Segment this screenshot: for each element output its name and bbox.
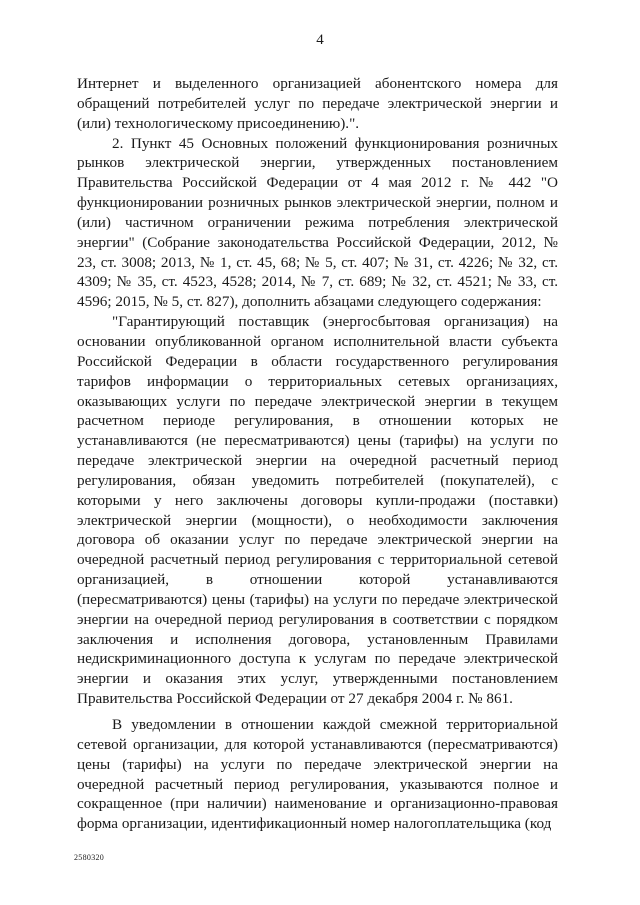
paragraph-continuation: Интернет и выделенного организацией абонентского номера для обращений потребителей услуг по передаче электрической энергии и (или) технологическому присоединению).". — [77, 75, 558, 132]
document-body — [77, 74, 558, 834]
paragraph-item-2: 2. Пункт 45 Основных положений функционирования розничных рынков электрической энергии, утвержденных постановлением Правительства Российской Федерации от 4 мая 2012 г. № 442 "О функционировании розничных рынков электрической энергии, полном и (или) частичном ограничении режима потребления электрической энергии" (Собрание законодательства Российской Федерации, 2012, № 23, ст. 3008; 2013, № 1, ст. 45, 68; № 5, ст. 407; № 31, ст. 4226; № 32, ст. 4309; № 35, ст. 4523, 4528; 2014, № 7, ст. 689; № 32, ст. 4521; № 33, ст. 4596; 2015, № 5, ст. 827), дополнить абзацами следующего содержания: — [77, 134, 558, 311]
page-number: 4 — [316, 32, 324, 48]
paragraph-quoted-supplier-duty: "Гарантирующий поставщик (энергосбытовая организация) на основании опубликованной органом исполнительной власти субъекта Российской Федерации в области государственного регулирования тарифов информации о территориальных сетевых организациях, оказывающих услуги по передаче электрической энергии в текущем расчетном периоде регулирования, в отношении которых не устанавливаются (не пересматриваются) цены (тарифы) на услуги по передаче электрической энергии на очередной расчетный период регулирования, обязан уведомить потребителей (покупателей), с которыми у него заключены договоры купли-продажи (поставки) электрической энергии (мощности), о необходимости заключения договора об оказании услуг по передаче электрической энергии на очередной расчетный период регулирования с территориальной сетевой организацией, в отношении которой устанавливаются (пересматриваются) цены (тарифы) на услуги по передаче электрической энергии на очередной период регулирования в соответствии с порядком заключения и исполнения договора, установленным Правилами недискриминационного доступа к услугам по передаче электрической энергии и оказания этих услуг, утвержденными постановлением Правительства Российской Федерации от 27 декабря 2004 г. № 861. — [77, 313, 558, 708]
paragraph-notification-contents: В уведомлении в отношении каждой смежной территориальной сетевой организации, для которой устанавливаются (пересматриваются) цены (тарифы) на услуги по передаче электрической энергии на очередной расчетный период регулирования, указываются полное и сокращенное (при наличии) наименование и организационно-правовая форма организации, идентификационный номер налогоплательщика (код — [77, 716, 558, 833]
document-code: 2580320 — [74, 853, 105, 862]
